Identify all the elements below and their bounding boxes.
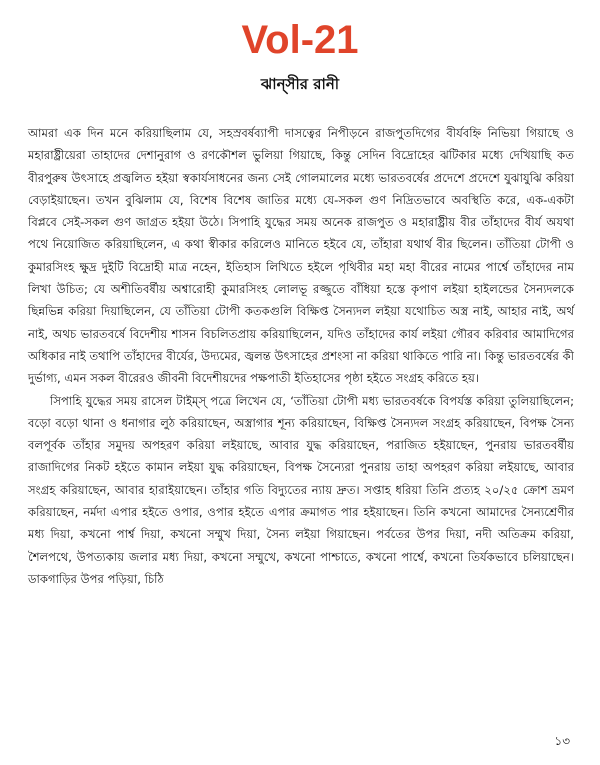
volume-title: Vol-21	[241, 18, 359, 62]
page-number: ১৩	[554, 734, 570, 748]
paragraph-1: আমরা এক দিন মনে করিয়াছিলাম যে, সহস্রবর্ষব্যাপী দাসত্বের নিপীড়নে রাজপুতদিগের বীর্যবহ্নি নিভিয়া গিয়াছে ও মহারাষ্ট্রীয়েরা তাহাদের দেশানুরাগ ও রণকৌশল ভুলিয়া গিয়াছে, কিন্তু সেদিন বিদ্রোহের ঝটিকার মধ্যে দেখিয়াছি কত বীরপুরুষ উৎসাহে প্রজ্বলিত হইয়া স্বকার্যসাধনের জন্য সেই গোলমালের মধ্যে ভারতবর্ষের প্রদেশে প্রদেশে যুঝাযুঝি করিয়া বেড়াইয়াছেন। তখন বুঝিলাম যে, বিশেষ বিশেষ জাতির মধ্যে যে-সকল গুণ নিদ্রিতভাবে অবস্থিতি করে, এক-একটা বিপ্লবে সেই-সকল গুণ জাগ্রত হইয়া উঠে। সিপাহি যুদ্ধের সময় অনেক রাজপুত ও মহারাষ্ট্রীয় বীর তাঁহাদের বীর্য অযথা পথে নিয়োজিত করিয়াছিলেন, এ কথা স্বীকার করিলেও মানিতে হইবে যে, তাঁহারা যথার্থ বীর ছিলেন। তাঁতিয়া টোপী ও কুমারসিংহ ক্ষুদ্র দুইটি বিদ্রোহী মাত্র নহেন, ইতিহাস লিখিতে হইলে পৃথিবীর মহা মহা বীরের নামের পার্শ্বে তাঁহাদের নাম লিখা উচিত; যে অশীতিবর্ষীয় অশ্বারোহী কুমারসিংহ লোলভূ রজ্জুতে বাঁধিয়া হস্তে কৃপাণ লইয়া হাইলন্ডের সৈন্যদলকে ছিন্নভিন্ন করিয়া দিয়াছিলেন, যে তাঁতিয়া টোপী কতকগুলি বিক্ষিপ্ত সৈন্যদল লইয়া যথোচিত অস্ত্র নাই, আহার নাই, অর্থ নাই, অথচ ভারতবর্ষে বিদেশীয় শাসন বিচলিতপ্রায় করিয়াছিলেন, যদিও তাঁহাদের কার্য লইয়া গৌরব করিবার আমাদিগের অধিকার নাই তথাপি তাঁহাদের বীর্যের, উদ্যমের, জ্বলন্ত উৎসাহের প্রশংসা না করিয়া থাকিতে পারি না। কিন্তু ভারতবর্ষের কী দুর্ভাগ্য, এমন সকল বীরেরও জীবনী বিদেশীয়দের পক্ষপাতী ইতিহাসের পৃষ্ঠা হইতে সংগ্রহ করিতে হয়।	[28, 126, 574, 386]
body-text	[28, 122, 574, 590]
chapter-title: ঝান্‌সীর রানী	[260, 75, 340, 93]
paragraph-2: সিপাহি যুদ্ধের সময় রাসেল টাইম্‌স্‌ পত্রে লিখেন যে, ‘তাঁতিয়া টোপী মধ্য ভারতবর্ষকে বিপর্যস্ত করিয়া তুলিয়াছিলেন; বড়ো বড়ো থানা ও ধনাগার লুঠ করিয়াছেন, অস্ত্রাগার শূন্য করিয়াছেন, বিক্ষিপ্ত সৈন্যদল সংগ্রহ করিয়াছেন, বিপক্ষ সৈন্য বলপূর্বক তাঁহার সমুদয় অপহরণ করিয়া লইয়াছে, আবার যুদ্ধ করিয়াছেন, পরাজিত হইয়াছেন, পুনরায় ভারতবর্ষীয় রাজাদিগের নিকট হইতে কামান লইয়া যুদ্ধ করিয়াছেন, বিপক্ষ সৈন্যেরা পুনরায় তাহা অপহরণ করিয়া লইয়াছে, আবার সংগ্রহ করিয়াছেন, আবার হারাইয়াছেন। তাঁহার গতি বিদ্যুতের ন্যায় দ্রুত। সপ্তাহ ধরিয়া তিনি প্রত্যহ ২০/২৫ ক্রোশ ভ্রমণ করিয়াছেন, নর্মদা এপার হইতে ওপার, ওপার হইতে এপার ক্রমাগত পার হইয়াছেন। তিনি কখনো আমাদের সৈন্যশ্রেণীর মধ্য দিয়া, কখনো পার্শ্ব দিয়া, কখনো সম্মুখ দিয়া, সৈন্য লইয়া গিয়াছেন। পর্বতের উপর দিয়া, নদী অতিক্রম করিয়া, শৈলপথে, উপত্যকায় জলার মধ্য দিয়া, কখনো সম্মুখে, কখনো পাশ্চাতে, কখনো পার্শ্বে, কখনো তির্যকভাবে চলিয়াছেন। ডাকগাড়ির উপর পড়িয়া, চিঠি	[28, 393, 574, 586]
